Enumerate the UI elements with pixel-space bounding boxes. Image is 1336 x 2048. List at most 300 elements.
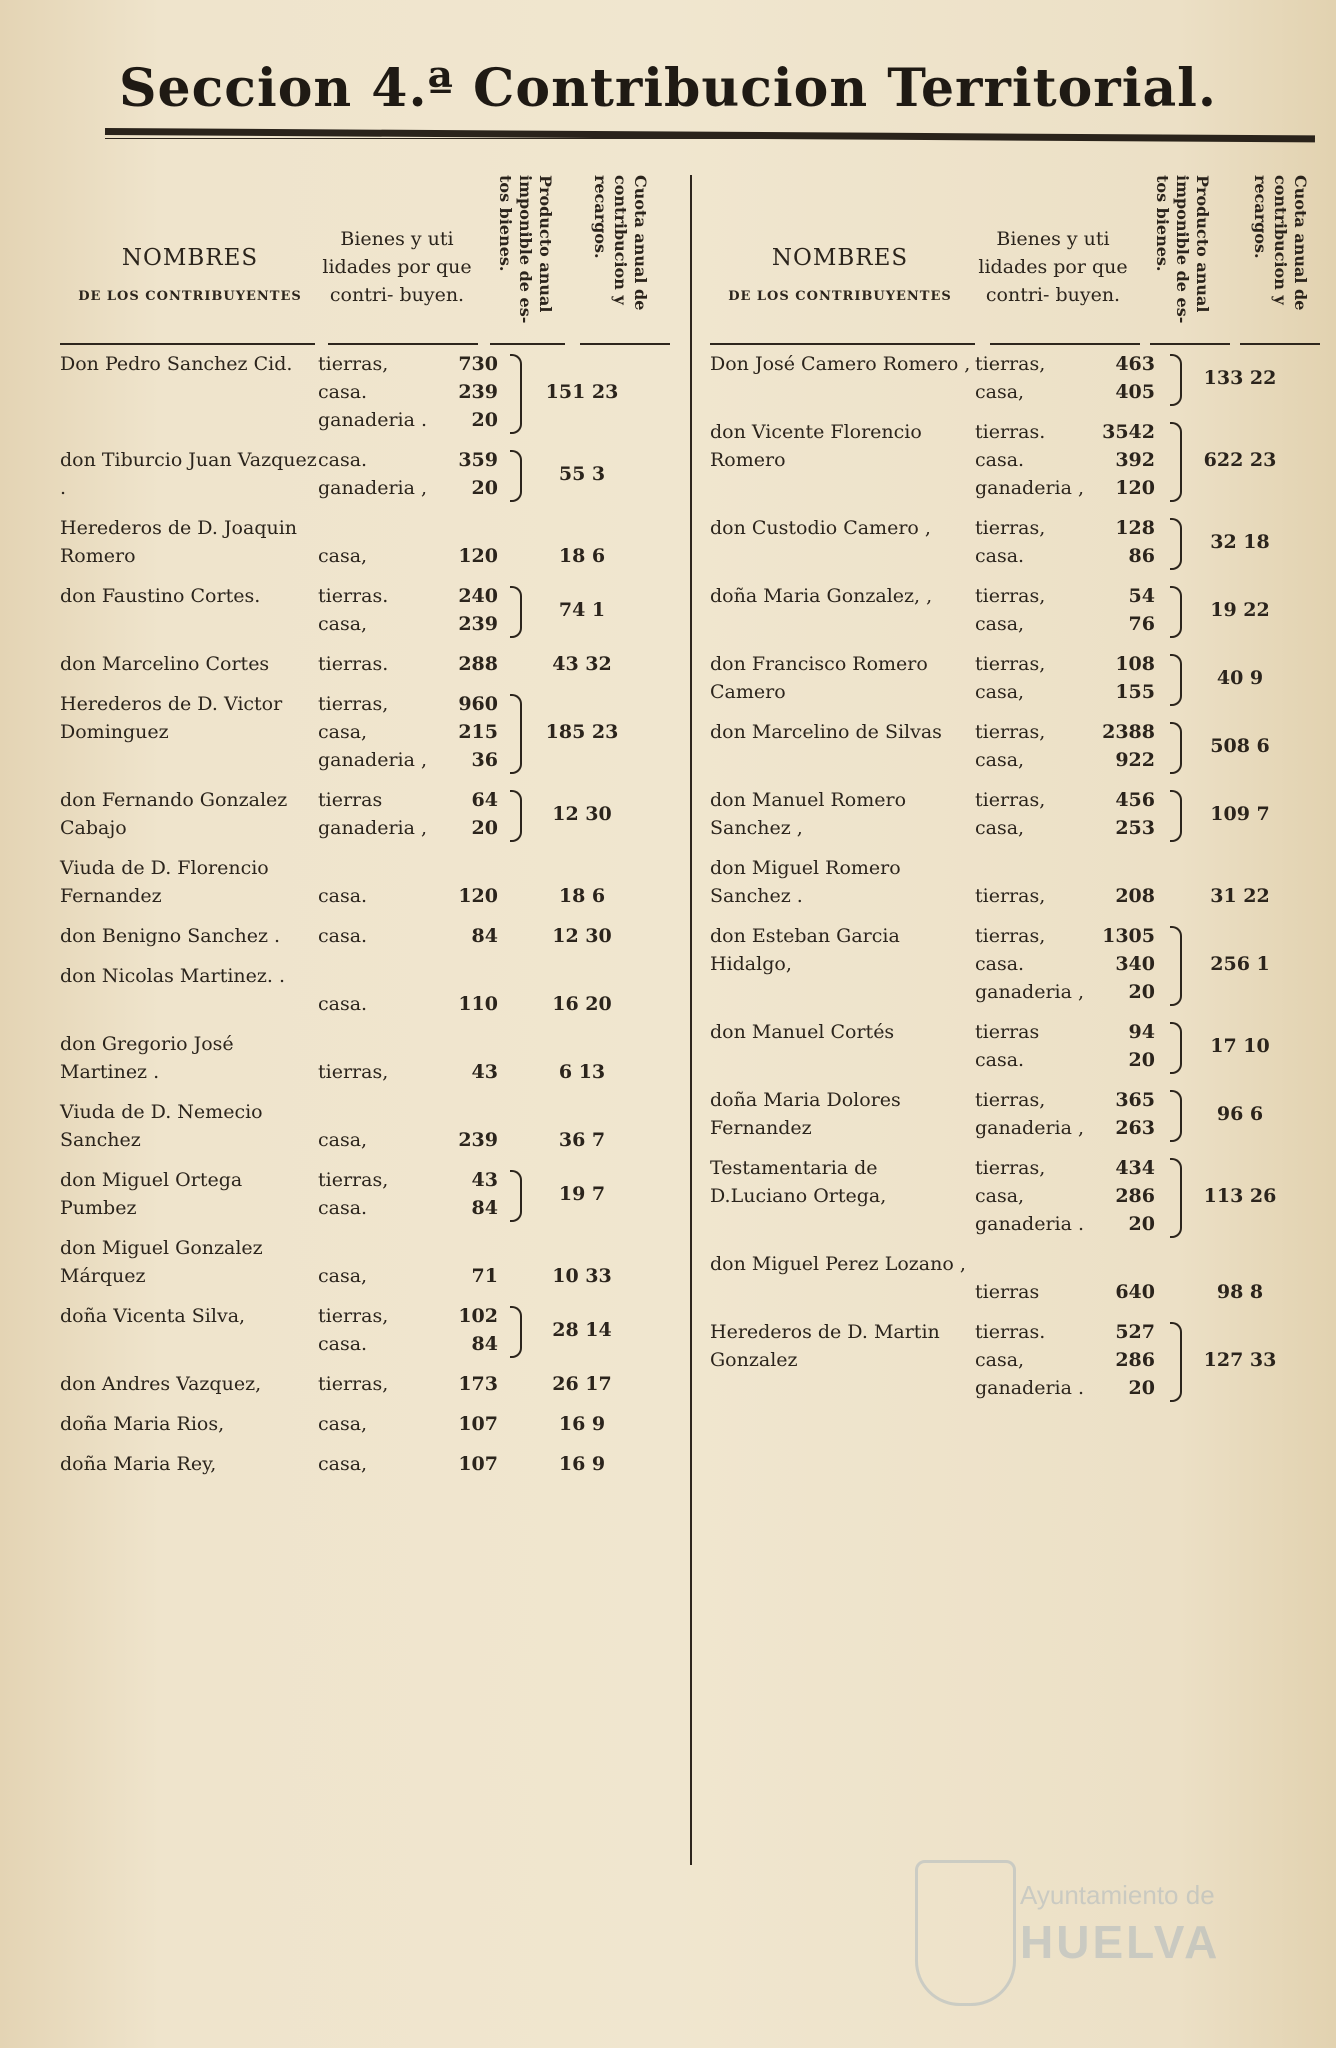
property-items <box>318 446 498 502</box>
contributor-name: don Esteban Garcia Hidalgo, <box>710 925 900 975</box>
cuota-value: 74 1 <box>558 599 606 621</box>
cuota-value: 32 18 <box>1210 531 1270 553</box>
contributor-entry <box>710 718 1322 774</box>
property-items <box>975 922 1155 1006</box>
property-value: 128 <box>1115 517 1155 539</box>
property-value: 64 <box>471 789 498 811</box>
contributor-name: don Nicolas Martinez. . <box>60 965 286 987</box>
property-value: 960 <box>458 693 498 715</box>
contributor-name: don Miguel Ortega Pumbez <box>60 1169 243 1219</box>
property-row <box>975 814 1155 842</box>
property-row <box>975 1278 1155 1306</box>
property-kind: casa, <box>975 381 1025 403</box>
property-row <box>318 786 498 814</box>
cuota-value: 133 22 <box>1203 367 1277 389</box>
header-rule <box>60 343 315 345</box>
property-row <box>975 1154 1155 1182</box>
cuota-value: 16 20 <box>552 993 612 1015</box>
property-kind: casa, <box>975 1349 1025 1371</box>
cuota-value: 6 13 <box>558 1061 606 1083</box>
property-kind: ganaderia . <box>975 1377 1085 1399</box>
contributor-name: Herederos de D. Victor Dominguez <box>60 693 283 743</box>
group-brace <box>1170 926 1182 1006</box>
property-value: 108 <box>1115 653 1155 675</box>
property-value: 286 <box>1115 1185 1155 1207</box>
table-header <box>60 165 675 350</box>
cuota-value: 12 30 <box>552 803 612 825</box>
property-row <box>975 718 1155 746</box>
property-row <box>318 406 498 434</box>
property-items <box>318 650 498 678</box>
cuota-value: 622 23 <box>1203 449 1277 471</box>
property-value: 263 <box>1115 1117 1155 1139</box>
property-row <box>318 1330 498 1358</box>
property-items <box>975 1154 1155 1238</box>
property-row <box>975 1318 1155 1346</box>
property-kind: ganaderia , <box>975 477 1085 499</box>
right-entries <box>710 350 1322 1402</box>
header-nombres: NOMBRES <box>121 245 259 271</box>
property-items <box>318 922 498 950</box>
property-kind: tierras, <box>975 517 1046 539</box>
property-row <box>318 610 498 638</box>
cuota-value: 19 22 <box>1210 599 1270 621</box>
property-value: 239 <box>458 613 498 635</box>
header-cuota: Cuota anual de contribucion y recargos. <box>591 175 650 311</box>
property-row <box>975 514 1155 542</box>
property-value: 43 <box>471 1061 498 1083</box>
group-brace <box>1170 1090 1182 1142</box>
cuota-value: 26 17 <box>552 1373 612 1395</box>
contributor-name: Don Pedro Sanchez Cid. <box>60 353 293 375</box>
property-kind: tierras <box>318 789 383 811</box>
property-value: 173 <box>458 1373 498 1395</box>
property-items <box>975 718 1155 774</box>
property-items <box>975 1278 1155 1306</box>
property-kind: casa, <box>975 1185 1025 1207</box>
property-row <box>975 950 1155 978</box>
property-kind: tierras, <box>318 1169 389 1191</box>
property-value: 340 <box>1115 953 1155 975</box>
header-rule <box>580 343 670 345</box>
group-brace <box>510 354 522 434</box>
property-items <box>975 1086 1155 1142</box>
property-row <box>975 350 1155 378</box>
property-kind: casa. <box>318 381 368 403</box>
property-kind: tierras, <box>975 1157 1046 1179</box>
property-row <box>318 650 498 678</box>
contributor-entry <box>710 922 1322 1006</box>
property-kind: tierras, <box>975 885 1046 907</box>
property-items <box>975 650 1155 706</box>
property-value: 20 <box>1128 981 1155 1003</box>
property-kind: tierras, <box>975 353 1046 375</box>
property-row <box>318 922 498 950</box>
property-kind: tierras. <box>318 585 389 607</box>
property-value: 43 <box>471 1169 498 1191</box>
contributor-name: don Vicente Florencio Romero <box>710 421 922 471</box>
contributor-entry <box>60 962 675 1018</box>
header-bienes: Bienes y uti lidades por que contri- buyen. <box>978 228 1128 306</box>
header-rule <box>328 343 478 345</box>
contributor-name: don Andres Vazquez, <box>60 1373 262 1395</box>
contributor-entry <box>60 1450 675 1478</box>
contributor-entry <box>710 1318 1322 1402</box>
property-row <box>975 1346 1155 1374</box>
contributor-entry <box>710 1250 1322 1306</box>
property-row <box>318 882 498 910</box>
property-kind: casa. <box>975 449 1025 471</box>
property-value: 3542 <box>1102 421 1155 443</box>
property-row <box>975 582 1155 610</box>
property-items <box>318 1370 498 1398</box>
property-items <box>975 350 1155 406</box>
group-brace <box>510 1306 522 1358</box>
property-row <box>318 1302 498 1330</box>
property-items <box>975 514 1155 570</box>
contributor-name: doña Maria Rios, <box>60 1413 225 1435</box>
contributor-entry <box>60 1030 675 1086</box>
property-row <box>318 1450 498 1478</box>
property-kind: casa, <box>318 1265 368 1287</box>
header-contribuyentes: DE LOS CONTRIBUYENTES <box>728 289 952 304</box>
property-value: 640 <box>1115 1281 1155 1303</box>
property-kind: casa, <box>975 681 1025 703</box>
property-value: 527 <box>1115 1321 1155 1343</box>
property-items <box>318 1450 498 1478</box>
property-kind: casa, <box>975 817 1025 839</box>
contributor-name: don Tiburcio Juan Vazquez . <box>60 449 317 499</box>
property-kind: ganaderia , <box>975 981 1085 1003</box>
property-row <box>318 746 498 774</box>
contributor-entry <box>60 786 675 842</box>
property-value: 240 <box>458 585 498 607</box>
cuota-value: 185 23 <box>545 721 619 743</box>
property-items <box>975 582 1155 638</box>
property-items <box>975 418 1155 502</box>
property-row <box>975 746 1155 774</box>
group-brace <box>510 1170 522 1222</box>
contributor-name: don Marcelino de Silvas <box>710 721 942 743</box>
property-value: 86 <box>1128 545 1155 567</box>
contributor-entry <box>60 350 675 434</box>
property-kind: tierras, <box>975 721 1046 743</box>
property-kind: casa. <box>975 1049 1025 1071</box>
header-rule <box>1240 343 1320 345</box>
group-brace <box>1170 1158 1182 1238</box>
property-value: 392 <box>1115 449 1155 471</box>
property-row <box>318 814 498 842</box>
property-items <box>318 582 498 638</box>
cuota-value: 16 9 <box>558 1413 606 1435</box>
contributor-name: Herederos de D. Joaquin Romero <box>60 517 298 567</box>
property-kind: tierras, <box>318 693 389 715</box>
property-kind: ganaderia , <box>318 817 428 839</box>
property-kind: casa. <box>975 545 1025 567</box>
contributor-name: Testamentaria de D.Luciano Ortega, <box>710 1157 887 1207</box>
cuota-value: 109 7 <box>1210 803 1270 825</box>
property-kind: casa. <box>318 993 368 1015</box>
cuota-value: 36 7 <box>558 1129 606 1151</box>
cuota-value: 113 26 <box>1203 1185 1277 1207</box>
property-value: 239 <box>458 1129 498 1151</box>
property-kind: tierras, <box>975 653 1046 675</box>
contributor-entry <box>710 1154 1322 1238</box>
contributor-entry <box>60 582 675 638</box>
group-brace <box>1170 1022 1182 1074</box>
property-row <box>975 474 1155 502</box>
contributor-name: Viuda de D. Nemecio Sanchez <box>60 1101 263 1151</box>
header-nombres: NOMBRES <box>771 245 909 271</box>
contributor-name: doña Maria Rey, <box>60 1453 217 1475</box>
watermark-line1: Ayuntamiento de <box>1020 1880 1215 1910</box>
property-row <box>975 1046 1155 1074</box>
huelva-watermark <box>900 1860 1250 2010</box>
coat-of-arms-icon <box>915 1860 1016 2006</box>
property-row <box>318 718 498 746</box>
right-column <box>710 165 1322 1414</box>
contributor-entry <box>60 650 675 678</box>
property-value: 208 <box>1115 885 1155 907</box>
contributor-name: doña Maria Gonzalez, , <box>710 585 933 607</box>
property-kind: casa, <box>318 1453 368 1475</box>
property-row <box>318 1370 498 1398</box>
property-row <box>318 542 498 570</box>
left-entries <box>60 350 675 1478</box>
property-items <box>318 542 498 570</box>
property-items <box>318 1058 498 1086</box>
property-kind: tierras. <box>975 421 1046 443</box>
property-kind: tierras, <box>318 1061 389 1083</box>
group-brace <box>510 694 522 774</box>
property-kind: ganaderia , <box>318 749 428 771</box>
property-row <box>318 378 498 406</box>
property-value: 20 <box>1128 1049 1155 1071</box>
contributor-name: Don José Camero Romero , <box>710 353 971 375</box>
contributor-name: don Custodio Camero , <box>710 517 931 539</box>
cuota-value: 256 1 <box>1210 953 1270 975</box>
contributor-entry <box>60 1234 675 1290</box>
contributor-name: don Marcelino Cortes <box>60 653 270 675</box>
property-row <box>975 1210 1155 1238</box>
property-kind: casa, <box>318 721 368 743</box>
property-kind: tierras, <box>318 353 389 375</box>
group-brace <box>1170 518 1182 570</box>
header-rule <box>490 343 565 345</box>
header-contribuyentes: DE LOS CONTRIBUYENTES <box>78 289 302 304</box>
property-kind: ganaderia . <box>975 1213 1085 1235</box>
property-row <box>318 1410 498 1438</box>
property-items <box>975 786 1155 842</box>
contributor-name: don Miguel Romero Sanchez . <box>710 857 901 907</box>
property-row <box>975 418 1155 446</box>
property-value: 84 <box>471 1333 498 1355</box>
property-kind: casa, <box>318 613 368 635</box>
property-row <box>318 1262 498 1290</box>
property-kind: tierras. <box>318 653 389 675</box>
property-items <box>318 1302 498 1358</box>
property-row <box>318 1058 498 1086</box>
property-row <box>975 678 1155 706</box>
cuota-value: 151 23 <box>545 381 619 403</box>
property-kind: casa. <box>318 1197 368 1219</box>
contributor-name: doña Vicenta Silva, <box>60 1305 246 1327</box>
cuota-value: 18 6 <box>558 545 606 567</box>
header-cuota: Cuota anual de contribucion y recargos. <box>1251 175 1310 311</box>
contributor-name: don Benigno Sanchez . <box>60 925 281 947</box>
property-value: 239 <box>458 381 498 403</box>
property-value: 102 <box>458 1305 498 1327</box>
left-column <box>60 165 675 1490</box>
contributor-entry <box>60 854 675 910</box>
property-items <box>318 1262 498 1290</box>
property-value: 107 <box>458 1413 498 1435</box>
property-items <box>318 990 498 1018</box>
contributor-entry <box>60 514 675 570</box>
property-value: 110 <box>458 993 498 1015</box>
property-value: 463 <box>1115 353 1155 375</box>
property-items <box>318 350 498 434</box>
group-brace <box>1170 1322 1182 1402</box>
property-value: 54 <box>1128 585 1155 607</box>
property-value: 922 <box>1115 749 1155 771</box>
property-kind: tierras, <box>318 1373 389 1395</box>
contributor-entry <box>60 1370 675 1398</box>
property-value: 434 <box>1115 1157 1155 1179</box>
property-value: 120 <box>458 545 498 567</box>
property-kind: ganaderia , <box>318 477 428 499</box>
property-row <box>975 978 1155 1006</box>
table-header <box>710 165 1322 350</box>
header-rule <box>710 343 975 345</box>
property-value: 36 <box>471 749 498 771</box>
property-kind: casa. <box>318 885 368 907</box>
contributor-entry <box>60 1302 675 1358</box>
property-kind: tierras, <box>318 1305 389 1327</box>
property-value: 286 <box>1115 1349 1155 1371</box>
contributor-entry <box>60 1166 675 1222</box>
contributor-entry <box>60 446 675 502</box>
property-items <box>318 1410 498 1438</box>
property-value: 84 <box>471 1197 498 1219</box>
property-value: 405 <box>1115 381 1155 403</box>
property-kind: casa. <box>975 953 1025 975</box>
cuota-value: 10 33 <box>552 1265 612 1287</box>
cuota-value: 55 3 <box>558 463 606 485</box>
group-brace <box>510 586 522 638</box>
property-row <box>975 650 1155 678</box>
property-row <box>975 882 1155 910</box>
property-value: 456 <box>1115 789 1155 811</box>
property-kind: ganaderia , <box>975 1117 1085 1139</box>
contributor-name: don Manuel Romero Sanchez , <box>710 789 907 839</box>
contributor-entry <box>710 1018 1322 1074</box>
property-row <box>975 786 1155 814</box>
property-items <box>318 786 498 842</box>
contributor-name: don Miguel Perez Lozano , <box>710 1253 966 1275</box>
property-items <box>318 690 498 774</box>
cuota-value: 40 9 <box>1216 667 1264 689</box>
header-rule <box>990 343 1140 345</box>
group-brace <box>510 790 522 842</box>
property-value: 120 <box>1115 477 1155 499</box>
title-rule-thin <box>105 138 1315 139</box>
property-value: 215 <box>458 721 498 743</box>
property-value: 120 <box>458 885 498 907</box>
group-brace <box>1170 354 1182 406</box>
property-row <box>975 1086 1155 1114</box>
header-producto: Producto anual imponible de es- tos bienes. <box>496 175 555 324</box>
property-kind: casa, <box>318 1129 368 1151</box>
property-value: 365 <box>1115 1089 1155 1111</box>
property-row <box>318 1166 498 1194</box>
contributor-entry <box>710 854 1322 910</box>
property-value: 20 <box>471 817 498 839</box>
contributor-name: don Gregorio José Martinez . <box>60 1033 234 1083</box>
property-kind: tierras, <box>975 1089 1046 1111</box>
contributor-entry <box>710 786 1322 842</box>
property-kind: tierras, <box>975 925 1046 947</box>
group-brace <box>510 450 522 502</box>
contributor-entry <box>60 922 675 950</box>
contributor-entry <box>710 582 1322 638</box>
group-brace <box>1170 722 1182 774</box>
cuota-value: 28 14 <box>552 1319 612 1341</box>
property-value: 71 <box>471 1265 498 1287</box>
header-producto: Producto anual imponible de es- tos bienes. <box>1153 175 1212 324</box>
contributor-name: don Fernando Gonzalez Cabajo <box>60 789 288 839</box>
property-row <box>975 1018 1155 1046</box>
title-rule <box>105 128 1315 142</box>
property-value: 1305 <box>1102 925 1155 947</box>
property-kind: ganaderia . <box>318 409 428 431</box>
cuota-value: 16 9 <box>558 1453 606 1475</box>
group-brace <box>1170 654 1182 706</box>
property-row <box>975 378 1155 406</box>
property-value: 107 <box>458 1453 498 1475</box>
cuota-value: 17 10 <box>1210 1035 1270 1057</box>
property-value: 730 <box>458 353 498 375</box>
property-row <box>975 542 1155 570</box>
property-value: 155 <box>1115 681 1155 703</box>
property-row <box>975 1114 1155 1142</box>
property-row <box>318 446 498 474</box>
contributor-name: don Miguel Gonzalez Márquez <box>60 1237 263 1287</box>
property-kind: tierras, <box>975 789 1046 811</box>
property-value: 20 <box>1128 1377 1155 1399</box>
contributor-name: doña Maria Dolores Fernandez <box>710 1089 901 1139</box>
property-items <box>975 1318 1155 1402</box>
group-brace <box>1170 586 1182 638</box>
property-row <box>318 690 498 718</box>
property-kind: casa, <box>318 545 368 567</box>
contributor-entry <box>710 514 1322 570</box>
property-kind: casa. <box>318 1333 368 1355</box>
header-bienes: Bienes y uti lidades por que contri- buyen. <box>322 228 472 306</box>
property-items <box>318 1126 498 1154</box>
property-kind: casa, <box>975 613 1025 635</box>
cuota-value: 127 33 <box>1203 1349 1277 1371</box>
property-row <box>318 474 498 502</box>
property-kind: casa, <box>975 749 1025 771</box>
cuota-value: 508 6 <box>1210 735 1270 757</box>
property-value: 94 <box>1128 1021 1155 1043</box>
property-kind: casa. <box>318 449 368 471</box>
property-kind: tierras <box>975 1021 1040 1043</box>
page-title: Seccion 4.ª Contribucion Territorial. <box>119 58 1217 119</box>
property-kind: tierras <box>975 1281 1040 1303</box>
property-value: 20 <box>471 409 498 431</box>
